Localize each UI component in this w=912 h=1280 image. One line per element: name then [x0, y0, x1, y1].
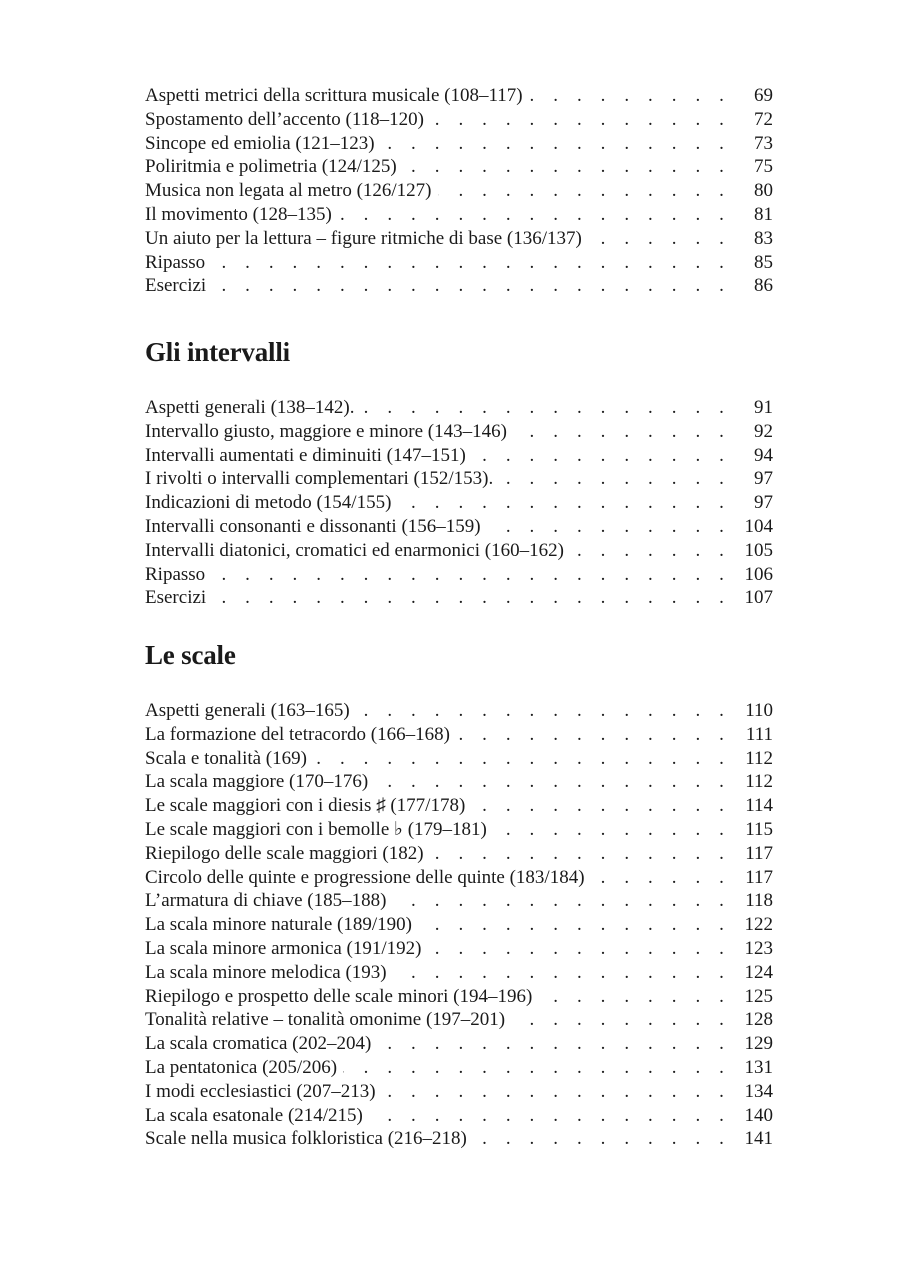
toc-entry[interactable] — [145, 1104, 773, 1128]
dot-leader — [570, 539, 731, 563]
toc-entry-title: Scale nella musica folkloristica (216–218) — [145, 1127, 473, 1151]
dot-leader — [377, 1032, 731, 1056]
toc-entry[interactable] — [145, 747, 773, 771]
toc-entry-title: Musica non legata al metro (126/127) — [145, 179, 438, 203]
dot-leader — [487, 515, 731, 539]
dot-leader — [473, 1127, 731, 1151]
toc-entry-title: L’armatura di chiave (185–188) — [145, 889, 392, 913]
toc-entry-page: 73 — [754, 132, 773, 154]
toc-entry-title: Esercizi — [145, 274, 212, 298]
toc-entry[interactable] — [145, 723, 773, 747]
toc-entry[interactable] — [145, 937, 773, 961]
toc-entry-title: Circolo delle quinte e progressione delle quinte (183/184) — [145, 866, 591, 890]
toc-entry-page: 115 — [745, 818, 773, 840]
toc-entry-title: La pentatonica (205/206) — [145, 1056, 343, 1080]
toc-entry-title: Ripasso — [145, 251, 211, 275]
toc-entry[interactable] — [145, 179, 773, 203]
toc-entry-page: 85 — [754, 251, 773, 273]
toc-entry-page: 122 — [744, 914, 773, 936]
toc-entry-title: Un aiuto per la lettura – figure ritmiche di base (136/137) — [145, 227, 588, 251]
toc-entry[interactable] — [145, 515, 773, 539]
toc-entry-title: Tonalità relative – tonalità omonime (197–201) — [145, 1008, 511, 1032]
toc-entry-page: 117 — [745, 866, 773, 888]
toc-entry[interactable] — [145, 396, 773, 420]
dot-leader — [369, 1104, 731, 1128]
toc-entry-page: 117 — [745, 842, 773, 864]
toc-entry-page: 91 — [754, 397, 773, 418]
dot-leader — [430, 108, 731, 132]
toc-entry[interactable] — [145, 961, 773, 985]
dot-leader — [511, 1008, 731, 1032]
toc-entry[interactable] — [145, 491, 773, 515]
toc-section-intervals — [145, 336, 773, 610]
toc-entry-title: Riepilogo delle scale maggiori (182) — [145, 842, 430, 866]
section-heading: Le scale — [145, 640, 236, 670]
toc-entry-page: 140 — [744, 1104, 773, 1126]
toc-entry-title: Poliritmia e polimetria (124/125) — [145, 155, 403, 179]
toc-entry[interactable] — [145, 1056, 773, 1080]
toc-entry-title: Il movimento (128–135) — [145, 203, 338, 227]
toc-entry-page: 92 — [754, 420, 773, 442]
toc-entry[interactable] — [145, 132, 773, 156]
toc-entry-page: 111 — [745, 723, 773, 745]
toc-entry-page: 105 — [744, 539, 773, 561]
toc-entry-title: La formazione del tetracordo (166–168) — [145, 723, 456, 747]
dot-leader — [211, 251, 731, 275]
dot-leader — [499, 467, 731, 491]
toc-entry-list — [145, 396, 773, 610]
toc-entry-title: La scala minore melodica (193) — [145, 961, 393, 985]
toc-entry[interactable] — [145, 1032, 773, 1056]
toc-entry[interactable] — [145, 251, 773, 275]
toc-entry-page: 123 — [744, 937, 773, 959]
toc-entry-page: 94 — [754, 444, 773, 466]
toc-entry-title: Le scale maggiori con i bemolle ♭ (179–181) — [145, 818, 493, 842]
toc-entry-title: Intervalli aumentati e diminuiti (147–151) — [145, 444, 472, 468]
toc-entry-list — [145, 699, 773, 1151]
toc-entry-page: 131 — [744, 1056, 773, 1078]
toc-entry-title: La scala minore naturale (189/190) — [145, 913, 418, 937]
toc-entry[interactable] — [145, 1127, 773, 1151]
toc-entry-title: Intervalli consonanti e dissonanti (156–159) — [145, 515, 487, 539]
dot-leader — [438, 179, 731, 203]
toc-entry[interactable] — [145, 842, 773, 866]
toc-entry-page: 112 — [745, 771, 773, 793]
toc-entry[interactable] — [145, 539, 773, 563]
dot-leader — [360, 396, 731, 420]
toc-entry-page: 124 — [744, 961, 773, 983]
dot-leader — [212, 274, 731, 298]
dot-leader — [374, 770, 731, 794]
toc-entry[interactable] — [145, 420, 773, 444]
dot-leader — [403, 155, 731, 179]
dot-leader — [382, 1080, 731, 1104]
toc-entry-title: La scala maggiore (170–176) — [145, 770, 374, 794]
toc-entry-page: 107 — [744, 587, 773, 609]
toc-entry-page: 97 — [754, 492, 773, 514]
toc-entry-title: Indicazioni di metodo (154/155) — [145, 491, 397, 515]
dot-leader — [338, 203, 731, 227]
toc-entry[interactable] — [145, 770, 773, 794]
toc-section-rhythm-continued — [145, 84, 773, 298]
toc-entry-title: Ripasso — [145, 563, 211, 587]
toc-entry[interactable] — [145, 155, 773, 179]
dot-leader — [356, 699, 731, 723]
toc-entry[interactable] — [145, 699, 773, 723]
dot-leader — [397, 491, 731, 515]
dot-leader — [418, 913, 731, 937]
toc-entry-title: Aspetti generali (138–142). — [145, 396, 360, 420]
dot-leader — [513, 420, 731, 444]
toc-entry-title: Sincope ed emiolia (121–123) — [145, 132, 381, 156]
toc-entry-page: 97 — [754, 468, 773, 490]
toc-entry-page: 86 — [754, 275, 773, 297]
toc-entry[interactable] — [145, 467, 773, 491]
toc-entry-title: Scala e tonalità (169) — [145, 747, 313, 771]
toc-entry-title: I rivolti o intervalli complementari (152/153). — [145, 467, 499, 491]
toc-entry-title: Esercizi — [145, 586, 212, 610]
dot-leader — [493, 818, 731, 842]
toc-entry[interactable] — [145, 108, 773, 132]
toc-entry-page: 125 — [744, 985, 773, 1007]
toc-entry-title: Intervalli diatonici, cromatici ed enarmonici (160–162) — [145, 539, 570, 563]
toc-entry[interactable] — [145, 818, 773, 842]
toc-entry-title: Aspetti metrici della scrittura musicale (108–117) — [145, 84, 529, 108]
toc-entry-page: 69 — [754, 85, 773, 106]
toc-entry-page: 106 — [744, 563, 773, 585]
toc-entry[interactable] — [145, 794, 773, 818]
dot-leader — [427, 937, 731, 961]
dot-leader — [393, 961, 731, 985]
toc-entry-title: Spostamento dell’accento (118–120) — [145, 108, 430, 132]
toc-entry-title: I modi ecclesiastici (207–213) — [145, 1080, 382, 1104]
dot-leader — [343, 1056, 731, 1080]
toc-section-scales — [145, 639, 773, 1151]
dot-leader — [392, 889, 731, 913]
dot-leader — [472, 444, 731, 468]
toc-entry[interactable] — [145, 985, 773, 1009]
toc-entry-page: 110 — [745, 700, 773, 721]
dot-leader — [211, 563, 731, 587]
dot-leader — [381, 132, 731, 156]
dot-leader — [588, 227, 731, 251]
toc-entry-page: 128 — [744, 1009, 773, 1031]
toc-entry-title: La scala esatonale (214/215) — [145, 1104, 369, 1128]
toc-entry[interactable] — [145, 227, 773, 251]
toc-entry[interactable] — [145, 586, 773, 610]
toc-entry-title: La scala minore armonica (191/192) — [145, 937, 427, 961]
toc-entry[interactable] — [145, 203, 773, 227]
toc-entry[interactable] — [145, 889, 773, 913]
toc-entry-page: 83 — [754, 227, 773, 249]
section-heading: Gli intervalli — [145, 337, 290, 367]
toc-entry-page: 75 — [754, 156, 773, 178]
toc-entry-title: Aspetti generali (163–165) — [145, 699, 356, 723]
toc-entry-page: 112 — [745, 747, 773, 769]
toc-entry-page: 81 — [754, 203, 773, 225]
dot-leader — [313, 747, 731, 771]
toc-entry[interactable] — [145, 444, 773, 468]
toc-entry[interactable] — [145, 1080, 773, 1104]
toc-entry[interactable] — [145, 913, 773, 937]
toc-entry-title: Riepilogo e prospetto delle scale minori (194–196) — [145, 985, 538, 1009]
toc-entry-page: 141 — [744, 1128, 773, 1150]
dot-leader — [529, 84, 731, 108]
toc-entry[interactable] — [145, 563, 773, 587]
toc-entry-page: 72 — [754, 108, 773, 130]
dot-leader — [538, 985, 731, 1009]
dot-leader — [456, 723, 731, 747]
toc-entry[interactable] — [145, 866, 773, 890]
toc-entry-page: 80 — [754, 180, 773, 202]
toc-entry-title: Intervallo giusto, maggiore e minore (143–146) — [145, 420, 513, 444]
toc-entry[interactable] — [145, 274, 773, 298]
toc-entry-page: 118 — [745, 890, 773, 912]
toc-entry-page: 114 — [745, 795, 773, 817]
toc-entry-list — [145, 84, 773, 298]
toc-entry-page: 129 — [744, 1033, 773, 1055]
dot-leader — [591, 866, 731, 890]
toc-entry[interactable] — [145, 1008, 773, 1032]
toc-entry[interactable] — [145, 84, 773, 108]
dot-leader — [212, 586, 731, 610]
dot-leader — [471, 794, 731, 818]
toc-entry-title: La scala cromatica (202–204) — [145, 1032, 377, 1056]
toc-entry-page: 134 — [744, 1080, 773, 1102]
dot-leader — [430, 842, 731, 866]
toc-entry-page: 104 — [744, 515, 773, 537]
toc-entry-title: Le scale maggiori con i diesis ♯ (177/178) — [145, 794, 471, 818]
